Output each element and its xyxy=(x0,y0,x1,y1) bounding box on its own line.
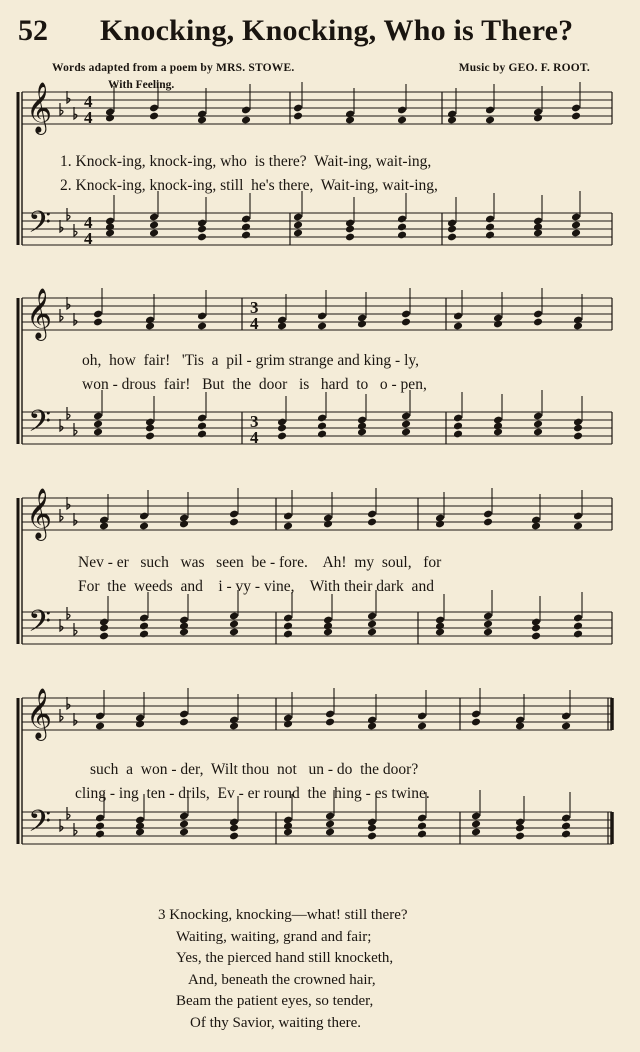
note-head xyxy=(573,522,583,531)
note-head xyxy=(293,112,303,121)
note-head xyxy=(241,116,251,125)
flat-sign xyxy=(67,91,70,103)
flat-sign xyxy=(60,619,63,631)
time-signature: 4 xyxy=(84,92,93,111)
note-head xyxy=(401,420,411,429)
note-head xyxy=(283,622,293,631)
flat-sign xyxy=(60,309,63,321)
note-head xyxy=(571,229,581,238)
note-head xyxy=(95,830,105,839)
note-head xyxy=(325,820,335,829)
note-head xyxy=(571,221,581,230)
note-head xyxy=(357,428,367,437)
lyric-system2-verse1: oh, how fair! 'Tis a pil - grim strange and king - ly, xyxy=(82,352,420,369)
flat-sign xyxy=(60,709,63,721)
note-head xyxy=(573,424,583,433)
lyric-system1-verse2: 2. Knock-ing, knock-ing, still he's there, Wait-ing, wait-ing, xyxy=(60,177,438,194)
flat-sign xyxy=(74,513,77,525)
note-head xyxy=(197,116,207,125)
note-head xyxy=(293,221,303,230)
music-credit: Music by GEO. F. ROOT. xyxy=(458,62,590,74)
note-head xyxy=(149,112,159,121)
note-head xyxy=(483,620,493,629)
note-head xyxy=(317,422,327,431)
note-head xyxy=(397,223,407,232)
note-head xyxy=(325,828,335,837)
note-head xyxy=(493,320,503,329)
bass-clef: 𝄢 xyxy=(28,805,52,846)
flat-sign xyxy=(74,823,77,835)
flat-sign xyxy=(60,220,63,232)
flat-sign xyxy=(60,103,63,115)
note-head xyxy=(317,430,327,439)
treble-clef: 𝄞 xyxy=(26,688,53,739)
verse-3-line: And, beneath the crowned hair, xyxy=(188,971,376,988)
note-head xyxy=(515,824,525,833)
treble-clef: 𝄞 xyxy=(26,288,53,339)
note-head xyxy=(197,422,207,431)
note-head xyxy=(99,522,109,531)
note-head xyxy=(471,820,481,829)
note-head xyxy=(145,424,155,433)
note-head xyxy=(417,822,427,831)
hymn-title: Knocking, Knocking, Who is There? xyxy=(100,14,574,47)
note-head xyxy=(357,320,367,329)
flat-sign xyxy=(74,713,77,725)
note-head xyxy=(149,221,159,230)
note-head xyxy=(447,116,457,125)
flat-sign xyxy=(67,497,70,509)
note-head xyxy=(485,223,495,232)
note-head xyxy=(135,828,145,837)
note-head xyxy=(345,233,355,242)
time-signature: 4 xyxy=(84,229,93,248)
note-head xyxy=(277,322,287,331)
treble-clef: 𝄞 xyxy=(26,82,53,133)
note-head xyxy=(573,322,583,331)
note-head xyxy=(571,112,581,121)
note-head xyxy=(453,430,463,439)
note-head xyxy=(367,518,377,527)
note-head xyxy=(471,828,481,837)
note-head xyxy=(367,628,377,637)
flat-sign xyxy=(74,623,77,635)
note-head xyxy=(493,428,503,437)
verse-3-line: Of thy Savior, waiting there. xyxy=(190,1015,362,1031)
note-head xyxy=(317,322,327,331)
note-head xyxy=(179,820,189,829)
note-head xyxy=(367,824,377,833)
note-head xyxy=(93,428,103,437)
words-credit: Words adapted from a poem by MRS. STOWE. xyxy=(52,62,295,74)
lyric-system4-verse2: cling - ing ten - drils, Ev - er round the hing - es twine. xyxy=(75,785,430,802)
note-head xyxy=(561,830,571,839)
flat-sign xyxy=(67,208,70,220)
bass-clef: 𝄢 xyxy=(28,206,52,247)
flat-sign xyxy=(67,297,70,309)
note-head xyxy=(323,628,333,637)
flat-sign xyxy=(60,419,63,431)
note-head xyxy=(485,116,495,125)
note-head xyxy=(139,522,149,531)
verse-3-line: 3 Knocking, knocking—what! still there? xyxy=(158,907,408,923)
note-head xyxy=(145,322,155,331)
note-head xyxy=(485,231,495,240)
flat-sign xyxy=(74,107,77,119)
note-head xyxy=(435,520,445,529)
note-head xyxy=(367,620,377,629)
note-head xyxy=(561,822,571,831)
note-head xyxy=(179,520,189,529)
flat-sign xyxy=(60,819,63,831)
note-head xyxy=(515,722,525,731)
note-head xyxy=(573,432,583,441)
note-head xyxy=(179,828,189,837)
lyric-system4-verse1: such a won - der, Wilt thou not un - do the door? xyxy=(90,761,419,778)
note-head xyxy=(447,233,457,242)
time-signature: 4 xyxy=(84,108,93,127)
lyric-system1-verse1: 1. Knock-ing, knock-ing, who is there? Wait-ing, wait-ing, xyxy=(60,153,432,170)
note-head xyxy=(401,318,411,327)
note-head xyxy=(367,832,377,841)
note-head xyxy=(99,624,109,633)
note-head xyxy=(179,628,189,637)
note-head xyxy=(453,322,463,331)
lyric-system3-verse2: For the weeds and i - vy - vine, With their dark and xyxy=(78,578,434,595)
note-head xyxy=(531,522,541,531)
note-head xyxy=(483,628,493,637)
note-head xyxy=(283,720,293,729)
note-head xyxy=(531,632,541,641)
note-head xyxy=(145,432,155,441)
note-head xyxy=(531,624,541,633)
note-head xyxy=(533,114,543,123)
time-signature: 4 xyxy=(84,213,93,232)
note-head xyxy=(93,420,103,429)
note-head xyxy=(229,722,239,731)
note-head xyxy=(93,318,103,327)
note-head xyxy=(149,229,159,238)
note-head xyxy=(179,718,189,727)
flat-sign xyxy=(67,407,70,419)
note-head xyxy=(229,620,239,629)
note-head xyxy=(229,628,239,637)
note-head xyxy=(533,229,543,238)
lyric-system3-verse1: Nev - er such was seen be - fore. Ah! my soul, for xyxy=(78,554,442,571)
note-head xyxy=(533,420,543,429)
note-head xyxy=(323,520,333,529)
note-head xyxy=(397,116,407,125)
note-head xyxy=(197,233,207,242)
note-head xyxy=(447,225,457,234)
flat-sign xyxy=(60,509,63,521)
flat-sign xyxy=(74,423,77,435)
note-head xyxy=(397,231,407,240)
note-head xyxy=(241,231,251,240)
lyric-system2-verse2: won - drous fair! But the door is hard to o - pen, xyxy=(82,376,427,393)
note-head xyxy=(453,422,463,431)
time-signature: 4 xyxy=(250,314,259,333)
page-number: 52 xyxy=(18,14,48,47)
bass-clef: 𝄢 xyxy=(28,405,52,446)
note-head xyxy=(533,428,543,437)
note-head xyxy=(197,322,207,331)
time-signature: 3 xyxy=(250,298,259,317)
verse-3-line: Yes, the pierced hand still knocketh, xyxy=(176,950,394,967)
verse-3-line: Beam the patient eyes, so tender, xyxy=(176,993,374,1010)
flat-sign xyxy=(67,607,70,619)
note-head xyxy=(325,718,335,727)
note-head xyxy=(283,630,293,639)
note-head xyxy=(229,824,239,833)
note-head xyxy=(135,720,145,729)
note-head xyxy=(417,722,427,731)
verse-3-line: Waiting, waiting, grand and fair; xyxy=(176,928,372,945)
note-head xyxy=(229,518,239,527)
bass-clef: 𝄢 xyxy=(28,605,52,646)
note-head xyxy=(561,722,571,731)
note-head xyxy=(229,832,239,841)
flat-sign xyxy=(67,807,70,819)
note-head xyxy=(241,223,251,232)
note-head xyxy=(345,116,355,125)
note-head xyxy=(95,722,105,731)
flat-sign xyxy=(74,313,77,325)
treble-clef: 𝄞 xyxy=(26,488,53,539)
note-head xyxy=(277,424,287,433)
note-head xyxy=(345,225,355,234)
note-head xyxy=(99,632,109,641)
note-head xyxy=(573,630,583,639)
note-head xyxy=(401,428,411,437)
flat-sign xyxy=(74,224,77,236)
note-head xyxy=(105,229,115,238)
note-head xyxy=(197,430,207,439)
note-head xyxy=(483,518,493,527)
note-head xyxy=(573,622,583,631)
time-signature: 3 xyxy=(250,412,259,431)
note-head xyxy=(293,229,303,238)
tempo-marking: With Feeling. xyxy=(108,79,175,91)
note-head xyxy=(515,832,525,841)
note-head xyxy=(367,722,377,731)
note-head xyxy=(197,225,207,234)
note-head xyxy=(435,628,445,637)
note-head xyxy=(533,318,543,327)
note-head xyxy=(283,522,293,531)
note-head xyxy=(283,828,293,837)
note-head xyxy=(417,830,427,839)
note-head xyxy=(139,630,149,639)
note-head xyxy=(139,622,149,631)
note-head xyxy=(471,718,481,727)
flat-sign xyxy=(67,697,70,709)
note-head xyxy=(277,432,287,441)
time-signature: 4 xyxy=(250,428,259,447)
note-head xyxy=(95,822,105,831)
note-head xyxy=(105,114,115,123)
